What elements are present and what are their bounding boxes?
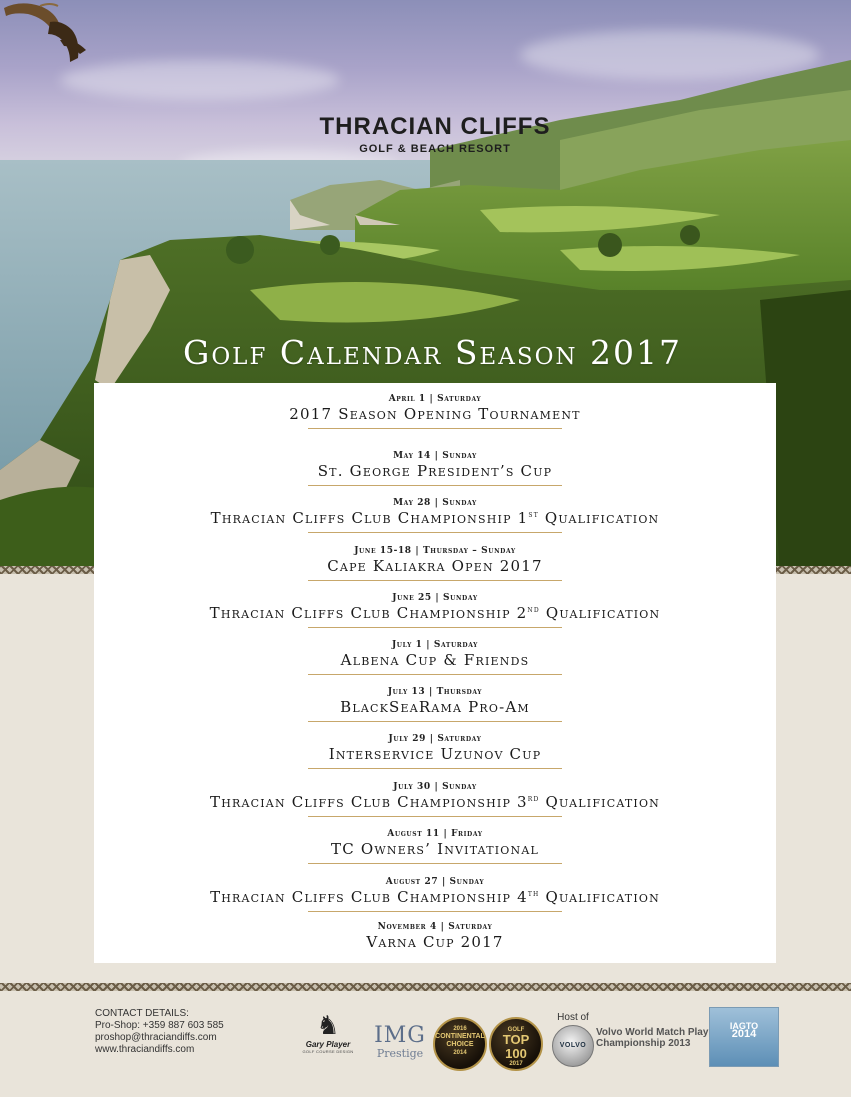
page-title: Golf Calendar Season 2017 — [182, 333, 683, 372]
volvo-host-badge: Host of VOLVO — [549, 1012, 597, 1067]
calendar-event — [94, 393, 776, 429]
event-name: Thracian Cliffs Club Championship 4th Qualification — [210, 888, 660, 906]
event-name: BlackSeaRama Pro-Am — [340, 698, 530, 716]
event-date: November 4 | Saturday — [377, 922, 493, 932]
divider — [308, 485, 562, 486]
gary-player-logo: ♞ Gary Player GOLF COURSE DESIGN — [292, 1010, 364, 1070]
calendar-event — [94, 497, 776, 533]
calendar-event — [94, 592, 776, 628]
divider — [308, 627, 562, 628]
calendar-event — [94, 828, 776, 864]
divider — [308, 674, 562, 675]
calendar-event — [94, 733, 776, 769]
contact-email[interactable]: proshop@thraciandiffs.com — [95, 1032, 217, 1043]
resort-tagline: GOLF & BEACH RESORT — [359, 143, 511, 155]
event-date: July 29 | Saturday — [388, 734, 482, 744]
top-100-seal: GOLF TOP 100 2017 — [489, 1017, 543, 1071]
calendar-event — [94, 876, 776, 912]
event-date: May 28 | Sunday — [393, 498, 477, 508]
event-date: June 25 | Sunday — [392, 593, 478, 603]
event-date: August 11 | Friday — [387, 829, 483, 839]
volvo-logo-icon: VOLVO — [552, 1025, 594, 1067]
event-date: August 27 | Sunday — [385, 877, 485, 887]
event-date: July 30 | Sunday — [393, 782, 477, 792]
divider — [308, 532, 562, 533]
event-name: Thracian Cliffs Club Championship 2nd Qualification — [209, 604, 661, 622]
volvo-event-text: Volvo World Match Play Championship 2013 — [596, 1027, 709, 1049]
event-name: Interservice Uzunov Cup — [328, 745, 542, 763]
divider — [308, 768, 562, 769]
horn-logo-icon — [0, 0, 92, 70]
calendar-event — [94, 686, 776, 722]
contact-phone: Pro-Shop: +359 887 603 585 — [95, 1020, 224, 1031]
divider — [308, 428, 562, 429]
calendar-event — [94, 639, 776, 675]
event-name: Cape Kaliakra Open 2017 — [327, 557, 543, 575]
resort-name: THRACIAN CLIFFS — [319, 113, 551, 140]
event-date: July 1 | Saturday — [391, 640, 479, 650]
continental-choice-seal: 2016 CONTINENTAL CHOICE 2014 — [433, 1017, 487, 1071]
divider — [308, 911, 562, 912]
event-name: Thracian Cliffs Club Championship 3rd Qualification — [210, 793, 660, 811]
calendar-event — [94, 921, 776, 952]
event-date: April 1 | Saturday — [388, 394, 482, 404]
calendar-card — [94, 383, 776, 963]
divider — [308, 721, 562, 722]
event-date: May 14 | Sunday — [393, 451, 477, 461]
contact-heading: CONTACT DETAILS: — [95, 1008, 189, 1019]
contact-website[interactable]: www.thraciandiffs.com — [95, 1044, 195, 1055]
divider — [308, 580, 562, 581]
decorative-band — [0, 983, 851, 991]
knight-helmet-icon: ♞ — [316, 1010, 340, 1040]
event-name: St. George President’s Cup — [317, 462, 553, 480]
calendar-event — [94, 450, 776, 486]
event-name: Thracian Cliffs Club Championship 1st Qualification — [210, 509, 660, 527]
event-name: Albena Cup & Friends — [340, 651, 530, 669]
event-name: TC Owners’ Invitational — [331, 840, 539, 858]
calendar-event — [94, 781, 776, 817]
divider — [308, 816, 562, 817]
calendar-event — [94, 545, 776, 581]
img-prestige-logo: IMG Prestige — [374, 1023, 426, 1060]
event-name: Varna Cup 2017 — [366, 933, 504, 951]
contact-details — [95, 1008, 295, 1056]
event-date: June 15-18 | Thursday – Sunday — [354, 546, 516, 556]
divider — [308, 863, 562, 864]
event-name: 2017 Season Opening Tournament — [289, 405, 581, 423]
iagto-award-badge: IAGTO 2014 — [709, 1007, 779, 1067]
event-date: July 13 | Thursday — [387, 687, 483, 697]
